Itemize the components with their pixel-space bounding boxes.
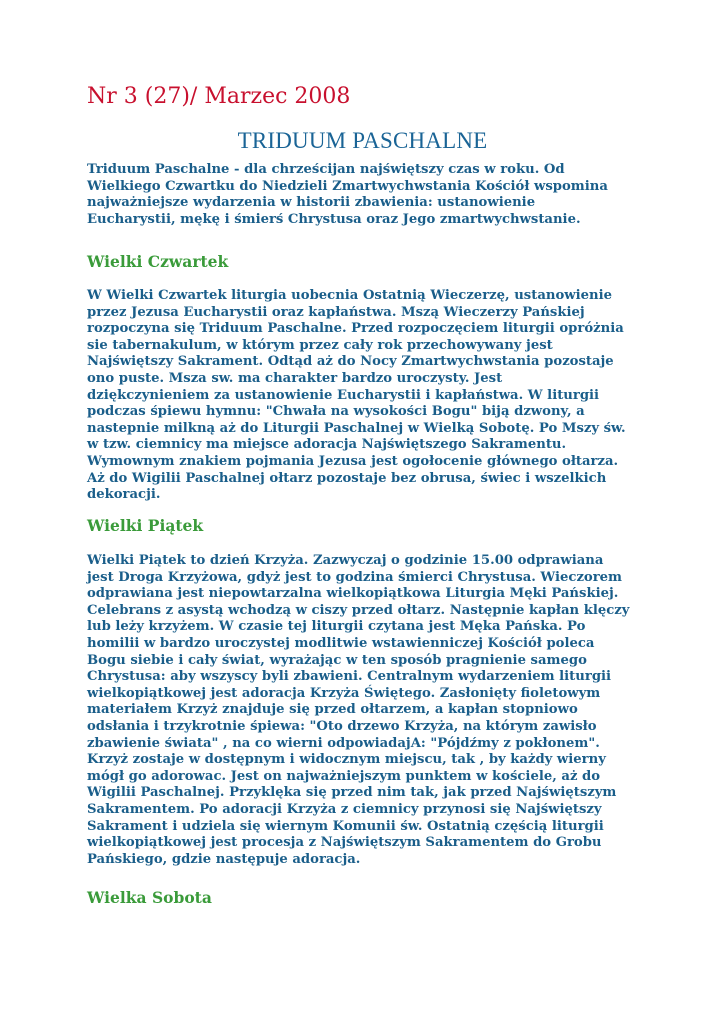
intro-paragraph: [87, 162, 608, 228]
paragraph-line: zbawienie świata" , na co wierni odpowiadajA: "Pójdźmy z pokłonem".: [87, 735, 600, 751]
paragraph-line: Krzyż zostaje w dostępnym i widocznym miejscu, tak , by każdy wierny: [87, 752, 606, 768]
paragraph-line: ono puste. Msza sw. ma charakter bardzo uroczysty. Jest: [87, 370, 503, 386]
paragraph-line: wielkopiątkowej jest procesja z Najświętszym Sakramentem do Grobu: [87, 835, 602, 851]
paragraph-line: podczas śpiewu hymnu: "Chwała na wysokości Bogu" biją dzwony, a: [87, 404, 585, 420]
intro-line: Triduum Paschalne - dla chrześcijan najświętszy czas w roku. Od: [87, 162, 565, 177]
section-heading-wielki-piatek: Wielki Piątek: [87, 516, 204, 535]
paragraph-line: Celebrans z asystą wchodzą w ciszy przed ołtarz. Następnie kapłan klęczy: [87, 602, 630, 618]
paragraph-wielki-piatek: [87, 553, 629, 868]
issue-number: Nr 3 (27)/ Marzec 2008: [87, 84, 351, 109]
paragraph-line: sie tabernakulum, w którym przez cały rok przechowywany jest: [87, 337, 553, 353]
paragraph-line: Wigilii Paschalnej. Przyklęka się przed nim tak, jak przed Najświętszym: [87, 785, 617, 801]
paragraph-line: Wymownym znakiem pojmania Jezusa jest ogołocenie głównego ołtarza.: [87, 453, 619, 469]
section-heading-wielki-czwartek: Wielki Czwartek: [87, 252, 229, 271]
paragraph-line: Sakramentem. Po adoracji Krzyża z ciemnicy przynosi się Najświętszy: [87, 801, 602, 817]
paragraph-line: Sakrament i udziela się wiernym Komunii św. Ostatnią częścią liturgii: [87, 818, 604, 834]
paragraph-line: Aż do Wigilii Paschalnej ołtarz pozostaje bez obrusa, świec i wszelkich: [87, 470, 607, 486]
paragraph-line: nastepnie milkną aż do Liturgii Paschalnej w Wielką Sobotę. Po Mszy św.: [87, 420, 626, 436]
intro-line: najważniejsze wydarzenia w historii zbawienia: ustanowienie: [87, 195, 536, 211]
paragraph-line: Najświętszy Sakrament. Odtąd aż do Nocy Zmartwychwstania pozostaje: [87, 354, 614, 370]
paragraph-line: przez Jezusa Eucharystii oraz kapłaństwa. Mszą Wieczerzy Pańskiej: [87, 304, 585, 320]
paragraph-line: dziękczynieniem za ustanowienie Eucharystii i kapłaństwa. W liturgii: [87, 387, 600, 403]
paragraph-wielki-czwartek: [87, 288, 626, 504]
paragraph-line: odsłania i trzykrotnie śpiewa: "Oto drzewo Krzyża, na którym zawisło: [87, 718, 597, 734]
paragraph-line: jest Droga Krzyżowa, gdyż jest to godzina śmierci Chrystusa. Wieczorem: [87, 569, 623, 585]
page-title: TRIDUUM PASCHALNE: [237, 128, 488, 153]
paragraph-line: Bogu siebie i cały świat, wyrażając w ten sposób pragnienie samego: [87, 652, 587, 668]
paragraph-line: wielkopiątkowej jest adoracja Krzyża Świętego. Zasłonięty fioletowym: [87, 685, 601, 701]
intro-line: Eucharystii, mękę i śmierś Chrystusa oraz Jego zmartwychwstanie.: [87, 211, 581, 227]
paragraph-line: mógł go adorowac. Jest on najważniejszym punktem w kościele, aż do: [87, 768, 601, 784]
paragraph-line: materiałem Krzyż znajduje się przed ołtarzem, a kapłan stopniowo: [87, 702, 578, 718]
paragraph-line: Pańskiego, gdzie następuje adoracja.: [87, 851, 361, 867]
paragraph-line: Chrystusa: aby wszyscy byli zbawieni. Centralnym wydarzeniem liturgii: [87, 669, 612, 685]
paragraph-line: rozpoczyna się Triduum Paschalne. Przed rozpoczęciem liturgii opróżnia: [87, 321, 624, 337]
section-heading-wielka-sobota: Wielka Sobota: [87, 888, 212, 907]
paragraph-line: W Wielki Czwartek liturgia uobecnia Ostatnią Wieczerzę, ustanowienie: [87, 288, 612, 303]
paragraph-line: odprawiana jest niepowtarzalna wielkopiątkowa Liturgia Męki Pańskiej.: [87, 586, 619, 602]
paragraph-line: homilii w bardzo uroczystej modlitwie wstawienniczej Kościół poleca: [87, 635, 595, 651]
paragraph-line: w tzw. ciemnicy ma miejsce adoracja Najświętszego Sakramentu.: [87, 437, 567, 453]
intro-line: Wielkiego Czwartku do Niedzieli Zmartwychwstania Kościół wspomina: [87, 178, 608, 194]
paragraph-line: dekoracji.: [87, 487, 161, 503]
paragraph-line: lub leży krzyżem. W czasie tej liturgii czytana jest Męka Pańska. Po: [87, 619, 586, 635]
paragraph-line: Wielki Piątek to dzień Krzyża. Zazwyczaj o godzinie 15.00 odprawiana: [87, 553, 604, 568]
